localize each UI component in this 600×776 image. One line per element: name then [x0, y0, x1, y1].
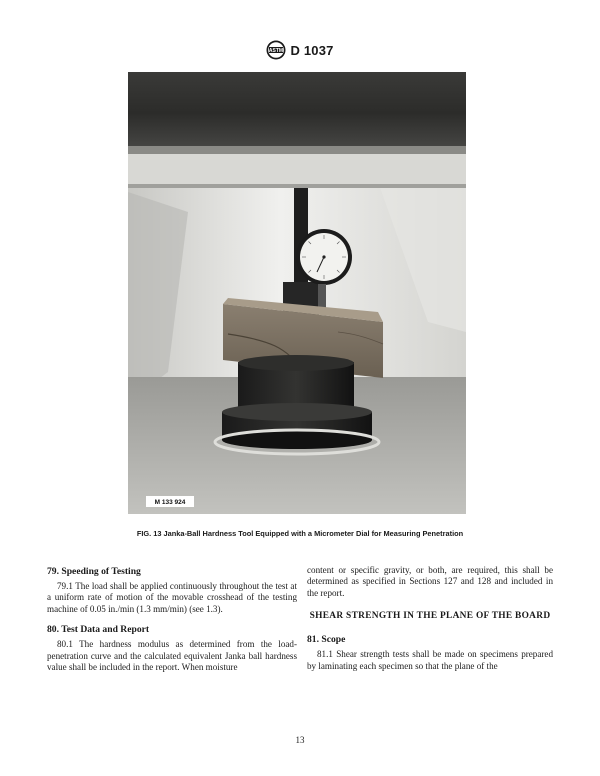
figure-caption: FIG. 13 Janka-Ball Hardness Tool Equipped with a Micrometer Dial for Measuring Penetration [136, 529, 464, 538]
document-number: D 1037 [290, 42, 334, 58]
right-column [307, 565, 553, 672]
section-81-heading: 81. Scope [307, 634, 346, 646]
section-80-1-text: 80.1 The hardness modulus as determined from the load-penetration curve and the calculated equivalent Janka ball hardness value shall be included in the report. When moisture [47, 639, 297, 673]
section-80-heading: 80. Test Data and Report [47, 624, 150, 636]
section-79-heading: 79. Speeding of Testing [47, 566, 141, 577]
astm-logo [266, 40, 286, 60]
shear-strength-section-title: SHEAR STRENGTH IN THE PLANE OF THE BOARD [309, 611, 551, 622]
page-header [0, 40, 600, 60]
page-number: 13 [295, 735, 305, 745]
figure-photo [128, 72, 466, 514]
astm-logo-text: ASTM [269, 48, 284, 55]
photo-stamp: M 133 924 [154, 499, 186, 506]
section-79-1-text: 79.1 The load shall be applied continuously throughout the test at a uniform rate of motion of the movable crosshead of the testing machine of 0.05 in./min (1.3 mm/min) (see 1.3). [47, 581, 297, 614]
continued-paragraph: content or specific gravity, or both, are required, this shall be determined as specified in Sections 127 and 128 and included in the report. [307, 565, 553, 598]
left-column [47, 566, 297, 673]
section-81-1-text: 81.1 Shear strength tests shall be made on specimens prepared by laminating each specimen so that the plane of the [307, 649, 553, 671]
